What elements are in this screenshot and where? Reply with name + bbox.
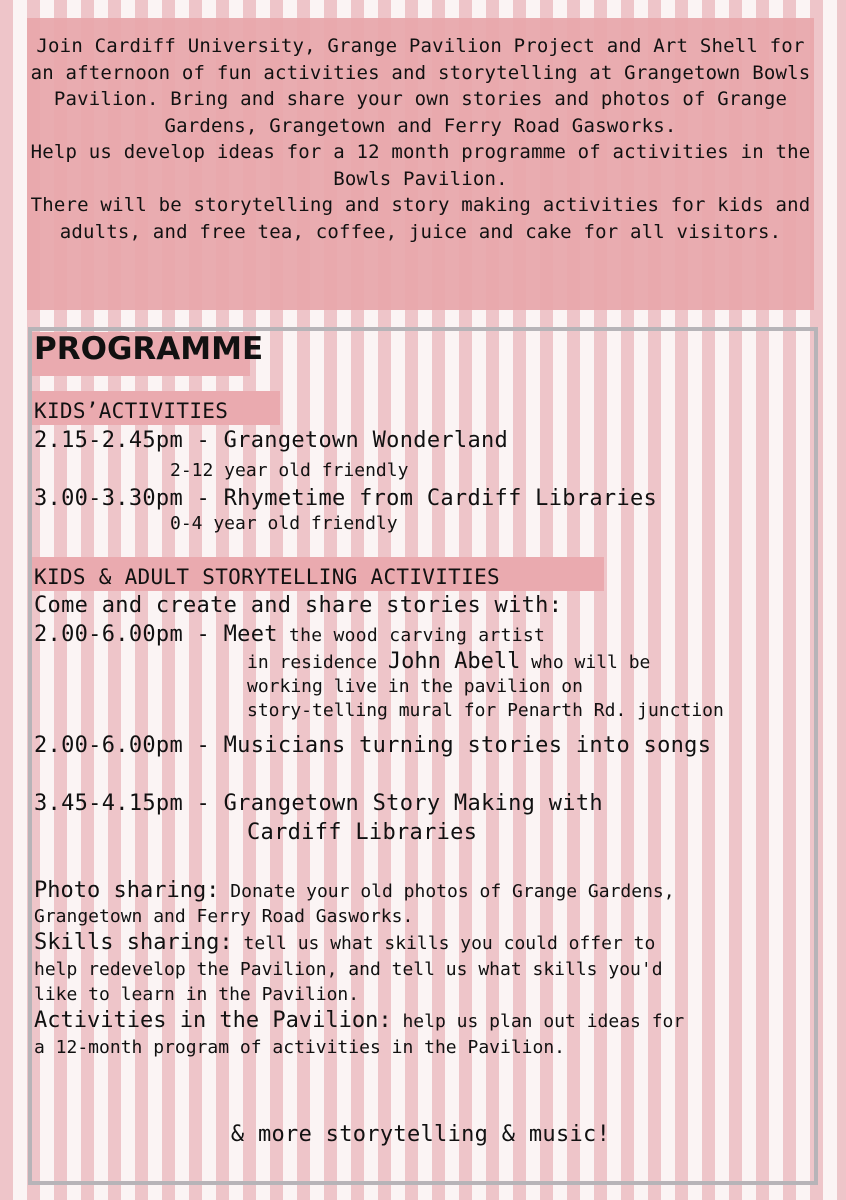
activities-pavilion-line2: a 12-month program of activities in the Pavilion.: [34, 1037, 566, 1058]
time: 3.45-4.15pm -: [34, 791, 224, 816]
photo-sharing-label: Photo sharing:: [34, 878, 220, 903]
intro-paragraph: Join Cardiff University, Grange Pavilion Project and Art Shell for an afternoon of fun activities and storytelling at Grangetown Bowls Pavilion. Bring and share your own stories and photos of Grange Gardens, Grangetown and Ferry Road Gasworks.: [30, 35, 811, 137]
kids-heading: KIDS’ACTIVITIES: [34, 399, 229, 423]
story-item-3-line2: Cardiff Libraries: [247, 820, 478, 845]
desc: in residence: [247, 652, 388, 673]
desc: who will be: [520, 652, 651, 673]
photo-sharing: [34, 879, 675, 905]
time: 3.00-3.30pm -: [34, 486, 224, 511]
story-item-2: [34, 732, 711, 760]
story-item-1-line4: story-telling mural for Penarth Rd. junction: [247, 700, 724, 721]
event-title: Rhymetime from Cardiff Libraries: [223, 486, 658, 511]
event-title: Grangetown Story Making with: [223, 791, 603, 816]
event-lead: Meet: [223, 622, 278, 647]
artist-name: John Abell: [387, 649, 521, 674]
skills-sharing-line3: like to learn in the Pavilion.: [34, 984, 360, 1005]
time: 2.15-2.45pm -: [34, 428, 224, 453]
intro-text: [27, 33, 814, 245]
event-title: Musicians turning stories into songs: [223, 733, 712, 758]
time: 2.00-6.00pm -: [34, 622, 224, 647]
activities-pavilion-label: Activities in the Pavilion:: [34, 1008, 392, 1033]
activities-pavilion: [34, 1009, 684, 1035]
kids-item-2: [34, 485, 657, 513]
time: 2.00-6.00pm -: [34, 733, 224, 758]
intro-paragraph: There will be storytelling and story making activities for kids and adults, and free tea, coffee, juice and cake for all visitors.: [30, 194, 811, 243]
desc: help us plan out ideas for: [391, 1011, 685, 1032]
kids-item-1: [34, 427, 508, 455]
event-desc: the wood carving artist: [277, 625, 546, 646]
story-item-1-line3: working live in the pavilion on: [247, 676, 583, 697]
story-item-3: [34, 790, 603, 818]
desc: Donate your old photos of Grange Gardens,: [219, 881, 675, 902]
kids-item-2-note: 0-4 year old friendly: [170, 513, 398, 534]
intro-paragraph: Help us develop ideas for a 12 month programme of activities in the Bowls Pavilion.: [30, 141, 811, 190]
photo-sharing-line2: Grangetown and Ferry Road Gasworks.: [34, 906, 414, 927]
story-item-1-line2: [247, 650, 650, 676]
kids-item-1-note: 2-12 year old friendly: [170, 460, 409, 481]
skills-sharing-label: Skills sharing:: [34, 930, 233, 955]
skills-sharing-line2: help redevelop the Pavilion, and tell us what skills you'd: [34, 959, 663, 980]
programme-heading: PROGRAMME: [34, 331, 264, 367]
storytelling-heading: KIDS & ADULT STORYTELLING ACTIVITIES: [34, 565, 500, 589]
skills-sharing: [34, 931, 655, 957]
storytelling-intro: Come and create and share stories with:: [34, 593, 563, 618]
story-item-1: [34, 621, 545, 649]
desc: tell us what skills you could offer to: [232, 933, 656, 954]
event-title: Grangetown Wonderland: [223, 428, 509, 453]
closing-line: & more storytelling & music!: [230, 1122, 611, 1147]
